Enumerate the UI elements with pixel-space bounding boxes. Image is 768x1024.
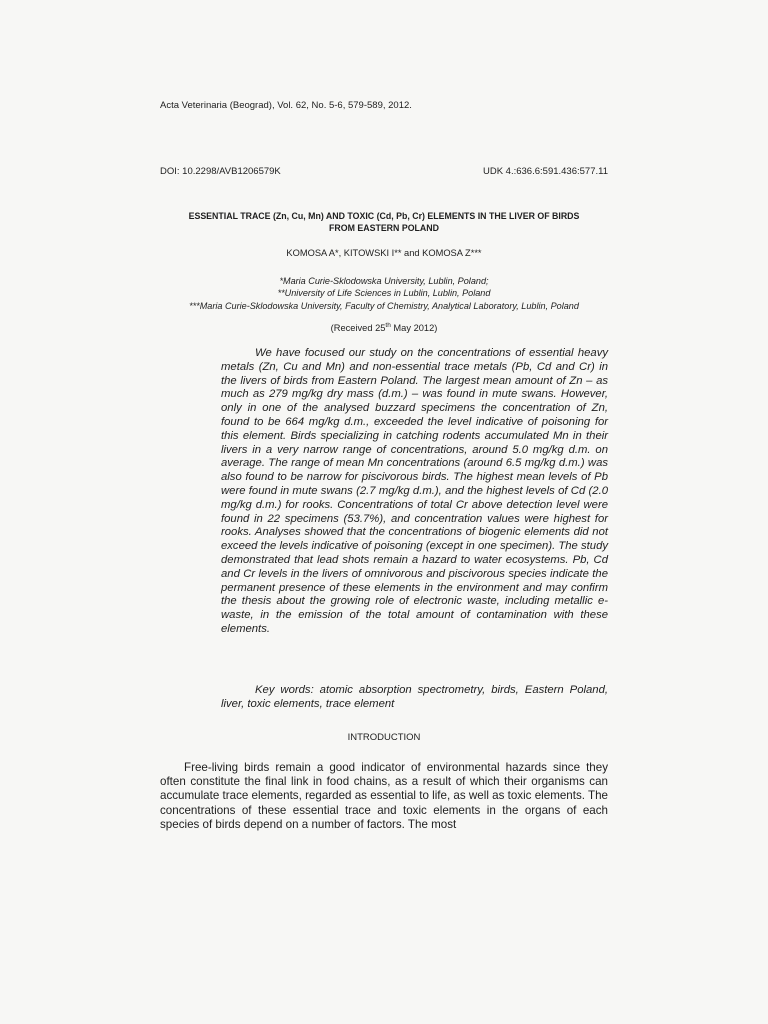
journal-citation: Acta Veterinaria (Beograd), Vol. 62, No. 5-6, 579-589, 2012. — [160, 100, 412, 111]
keywords-list: atomic absorption spectrometry, birds, Eastern Poland, liver, toxic elements, trace element — [221, 684, 608, 710]
authors: KOMOSA A*, KITOWSKI I** and KOMOSA Z*** — [286, 248, 482, 258]
section-heading-introduction: INTRODUCTION — [347, 732, 421, 743]
keywords — [221, 683, 608, 711]
article-title — [160, 210, 608, 234]
keywords-label: Key words: — [255, 684, 314, 696]
affiliation-3: ***Maria Curie-Sklodowska University, Faculty of Chemistry, Analytical Laboratory, Lublin, Poland — [189, 300, 579, 311]
received-superscript: th — [385, 322, 391, 329]
introduction-paragraph: Free-living birds remain a good indicator of environmental hazards since they often constitute the final link in food chains, as a result of which their organisms can accumulate trace elements, regarded as essential to life, as well as toxic elements. The concentrations of these essential trace and toxic elements in the organs of each species of birds depend on a number of factors. The most — [160, 761, 608, 831]
affiliation-2: **University of Life Sciences in Lublin, Lublin, Poland — [277, 288, 491, 299]
affiliation-1: *Maria Curie-Sklodowska University, Lublin, Poland; — [279, 276, 489, 286]
received-date — [160, 322, 608, 333]
article-title-line-2: FROM EASTERN POLAND — [329, 223, 439, 233]
received-prefix: (Received 25 — [330, 323, 386, 334]
abstract: We have focused our study on the concentrations of essential heavy metals (Zn, Cu and Mn) and non-essential trace metals (Pb, Cd and Cr) in the livers of birds from Eastern Poland. The largest mean amount of Zn – as much as 279 mg/kg dry mass (d.m.) – was found in mute swans. However, only in one of the analysed buzzard specimens the concentration of Zn, found to be 664 mg/kg d.m., exceeded the level indicative of poisoning for this element. Birds specializing in catching rodents accumulated Mn in their livers in a very narrow range of concentrations, around 5.0 mg/kg d.m. on average. The range of mean Mn concentrations (around 6.5 mg/kg d.m.) was also found to be narrow for piscivorous birds. The highest mean levels of Pb were found in mute swans (2.7 mg/kg d.m.), and the highest levels of Cd (2.0 mg/kg d.m.) for rooks. Concentrations of total Cr above detection level were found in 22 specimens (53.7%), and concentration values were highest for rooks. Analyses showed that the concentrations of biogenic elements did not exceed the levels indicative of poisoning (except in one specimen). The study demonstrated that lead shots remain a hazard to water ecosystems. Pb, Cd and Cr levels in the livers of omnivorous and piscivorous species indicate the permanent presence of these elements in the environment and may confirm the thesis about the growing role of electronic waste, including metallic e-waste, in the emission of the total amount of contamination with these elements. — [221, 347, 608, 635]
doi: DOI: 10.2298/AVB1206579K — [160, 166, 281, 177]
article-title-line-1: ESSENTIAL TRACE (Zn, Cu, Mn) AND TOXIC (Cd, Pb, Cr) ELEMENTS IN THE LIVER OF BIRDS — [188, 211, 580, 221]
received-suffix: May 2012) — [390, 323, 438, 334]
udk-code: UDK 4.:636.6:591.436:577.11 — [482, 166, 608, 177]
affiliations — [150, 275, 618, 312]
